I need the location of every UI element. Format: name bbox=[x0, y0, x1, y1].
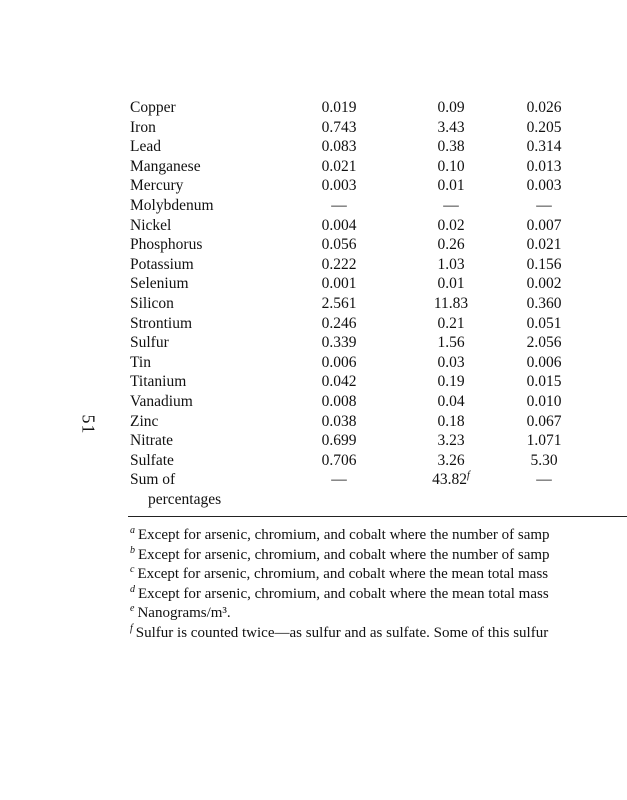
empty-cell bbox=[398, 490, 504, 512]
value-cell-col2: 3.26 bbox=[437, 451, 465, 469]
value-cell-col3: 1.071 bbox=[526, 432, 562, 450]
value-cell-col3: 0.007 bbox=[526, 216, 562, 234]
value-cell-col1: 0.246 bbox=[321, 314, 357, 332]
value-cell-col2: 0.09 bbox=[437, 99, 465, 116]
value-cell-col3: 0.360 bbox=[526, 294, 562, 312]
element-name-cell: Copper bbox=[130, 99, 176, 116]
table-row bbox=[130, 274, 584, 294]
value-cell-col1: 0.042 bbox=[321, 373, 357, 391]
table-body bbox=[130, 98, 584, 512]
value-cell-col2: 0.10 bbox=[437, 157, 465, 175]
sum-row bbox=[130, 470, 584, 490]
element-name-cell: Sulfur bbox=[130, 334, 169, 352]
value-cell-col1: 2.561 bbox=[321, 294, 357, 312]
table-row bbox=[130, 353, 584, 373]
value-cell-col3: 2.056 bbox=[526, 334, 562, 352]
element-name-cell: Tin bbox=[130, 353, 151, 371]
value-cell-col1: 0.056 bbox=[321, 236, 357, 254]
value-cell-col3: 0.013 bbox=[526, 157, 562, 175]
element-name-cell: Potassium bbox=[130, 255, 194, 273]
footnote-text: Except for arsenic, chromium, and cobalt where the number of samp bbox=[138, 546, 550, 563]
value-cell-col2: 1.56 bbox=[437, 334, 465, 352]
footnote bbox=[130, 624, 627, 644]
element-name-cell: Phosphorus bbox=[130, 236, 203, 254]
empty-cell bbox=[280, 490, 398, 512]
sum-label: Sum of bbox=[130, 471, 176, 489]
value-cell-col3: 0.010 bbox=[526, 392, 562, 410]
footnote-text: Except for arsenic, chromium, and cobalt where the number of samp bbox=[138, 527, 550, 543]
value-cell-col1: 0.083 bbox=[321, 138, 357, 156]
value-cell-col2: — bbox=[443, 196, 459, 214]
value-cell-col2: 1.03 bbox=[437, 255, 465, 273]
value-cell-col3: 0.314 bbox=[526, 138, 562, 156]
element-name-cell: Selenium bbox=[130, 275, 189, 293]
value-cell-col3: 0.015 bbox=[526, 373, 562, 391]
value-cell-col1: 0.706 bbox=[321, 451, 357, 469]
page-number: 51 bbox=[78, 414, 99, 435]
sum-row-continuation bbox=[130, 490, 584, 512]
value-cell-col3: 0.026 bbox=[526, 99, 562, 116]
element-name-cell: Nickel bbox=[130, 216, 172, 234]
table-row bbox=[130, 333, 584, 353]
value-cell-col1: 0.001 bbox=[321, 275, 357, 293]
value-cell-col3: 0.156 bbox=[526, 255, 562, 273]
footnote-mark: f bbox=[130, 622, 133, 634]
element-name-cell: Manganese bbox=[130, 157, 201, 175]
value-cell-col3: 5.30 bbox=[530, 451, 558, 469]
value-cell-col2: 0.02 bbox=[437, 216, 465, 234]
value-cell-col1: 0.699 bbox=[321, 432, 357, 450]
value-cell-col1: 0.004 bbox=[321, 216, 357, 234]
table-row bbox=[130, 431, 584, 451]
footnote bbox=[130, 526, 627, 546]
element-name-cell: Lead bbox=[130, 138, 161, 156]
footnote-mark: f bbox=[467, 470, 470, 482]
table-footnote-divider bbox=[128, 516, 627, 517]
value-cell-col3: 0.003 bbox=[526, 177, 562, 195]
value-cell-col1: 0.038 bbox=[321, 412, 357, 430]
element-concentration-table bbox=[130, 98, 584, 512]
footnote-text: Sulfur is counted twice—as sulfur and as sulfate. Some of this sulfur bbox=[135, 624, 549, 641]
table-row bbox=[130, 314, 584, 334]
value-cell-col2: 0.18 bbox=[437, 412, 465, 430]
element-name-cell: Zinc bbox=[130, 412, 159, 430]
value-cell-col2: 0.19 bbox=[437, 373, 465, 391]
table-row bbox=[130, 216, 584, 236]
value-cell-col2: 0.01 bbox=[437, 275, 465, 293]
value-cell-col3: 0.006 bbox=[526, 353, 562, 371]
value-cell-col1: 0.003 bbox=[321, 177, 357, 195]
value-cell-col3: — bbox=[536, 196, 552, 214]
table-row bbox=[130, 196, 584, 216]
table-row bbox=[130, 176, 584, 196]
table-row bbox=[130, 294, 584, 314]
element-name-cell: Mercury bbox=[130, 177, 184, 195]
value-cell-col1: 0.019 bbox=[321, 99, 357, 116]
value-cell-col1: 0.339 bbox=[321, 334, 357, 352]
value-cell-col2: 0.21 bbox=[437, 314, 465, 332]
footnote bbox=[130, 565, 627, 585]
footnote-mark: c bbox=[130, 564, 135, 575]
value-cell-col2: 3.43 bbox=[437, 118, 465, 136]
table-row bbox=[130, 392, 584, 412]
element-name-cell: Iron bbox=[130, 118, 156, 136]
value-cell-col2: 0.38 bbox=[437, 138, 465, 156]
element-name-cell: Sulfate bbox=[130, 451, 174, 469]
sum-value-col3: — bbox=[536, 471, 552, 489]
empty-cell bbox=[504, 490, 584, 512]
footnote-text: Except for arsenic, chromium, and cobalt where the mean total mass bbox=[137, 566, 549, 582]
element-name-cell: Nitrate bbox=[130, 432, 174, 450]
value-cell-col3: 0.205 bbox=[526, 118, 562, 136]
sum-value-col1: — bbox=[331, 471, 347, 489]
table-row bbox=[130, 235, 584, 255]
footnote-text: Nanograms/m³. bbox=[137, 605, 231, 621]
footnote bbox=[130, 585, 627, 605]
value-cell-col3: 0.002 bbox=[526, 275, 562, 293]
table-row bbox=[130, 372, 584, 392]
element-name-cell: Strontium bbox=[130, 314, 193, 332]
element-name-cell: Titanium bbox=[130, 373, 187, 391]
value-cell-col3: 0.067 bbox=[526, 412, 562, 430]
footnote-mark: b bbox=[130, 544, 135, 556]
footnote bbox=[130, 546, 627, 566]
value-cell-col3: 0.051 bbox=[526, 314, 562, 332]
value-cell-col3: 0.021 bbox=[526, 236, 562, 254]
footnote-mark: d bbox=[130, 583, 135, 595]
value-cell-col2: 11.83 bbox=[433, 294, 469, 312]
value-cell-col2: 3.23 bbox=[437, 432, 465, 450]
value-cell-col1: 0.006 bbox=[321, 353, 357, 371]
table-row bbox=[130, 412, 584, 432]
value-cell-col1: 0.021 bbox=[321, 157, 357, 175]
sum-label-continuation bbox=[130, 490, 280, 512]
value-cell-col1: 0.222 bbox=[321, 255, 357, 273]
footnote-text: Except for arsenic, chromium, and cobalt where the mean total mass bbox=[138, 585, 549, 602]
value-cell-col1: 0.008 bbox=[321, 392, 357, 410]
table-row bbox=[130, 118, 584, 138]
table-row bbox=[130, 137, 584, 157]
value-cell-col2: 0.26 bbox=[437, 236, 465, 254]
value-cell-col2: 0.04 bbox=[437, 392, 465, 410]
sum-label-line2: percentages bbox=[148, 491, 222, 509]
element-name-cell: Silicon bbox=[130, 294, 174, 312]
table-row bbox=[130, 98, 584, 118]
table-row bbox=[130, 451, 584, 471]
element-name-cell: Vanadium bbox=[130, 392, 193, 410]
sum-value: 43.82 bbox=[432, 471, 468, 489]
footnote bbox=[130, 604, 627, 624]
table-row bbox=[130, 255, 584, 275]
footnotes bbox=[130, 526, 627, 643]
value-cell-col2: 0.03 bbox=[437, 353, 465, 371]
sum-value-col2 bbox=[398, 470, 504, 490]
element-name-cell: Molybdenum bbox=[130, 196, 214, 214]
table-row bbox=[130, 157, 584, 177]
value-cell-col1: 0.743 bbox=[321, 118, 357, 136]
footnote-mark: e bbox=[130, 603, 135, 614]
value-cell-col2: 0.01 bbox=[437, 177, 465, 195]
value-cell-col1: — bbox=[331, 196, 347, 214]
footnote-mark: a bbox=[130, 526, 135, 536]
